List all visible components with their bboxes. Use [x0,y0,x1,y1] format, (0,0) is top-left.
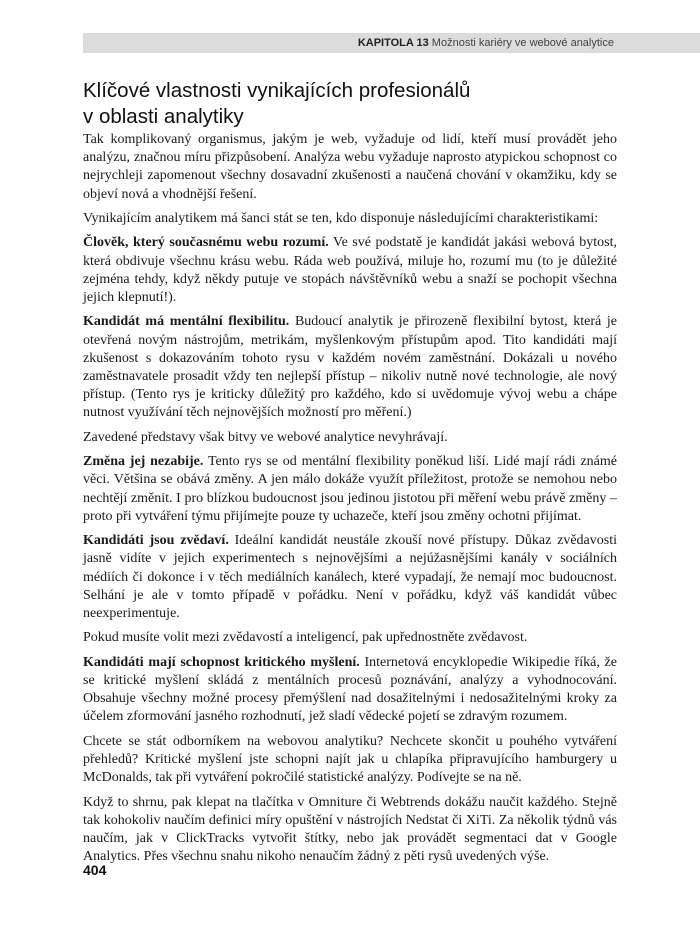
page-number: 404 [83,862,107,878]
paragraph-trait-change: Změna jej nezabije. Tento rys se od mentální flexibility poněkud liší. Lidé mají rádi známé věci. Většina se obává změny. A jen málo dokáže využít příležitost, protože se nemohou nebo nechtějí změnit. I pro blízkou budoucnost jsou jedinou jistotou při měření webu právě změny – proto při vytváření týmu přijímejte pouze ty uchazeče, kteří jsou změny ochotni přijímat. [83,454,617,524]
chapter-label: KAPITOLA 13 [357,37,429,49]
running-header [83,33,700,53]
paragraph-trait-curiosity: Kandidáti jsou zvědaví. Ideální kandidát neustále zkouší nové přístupy. Důkaz zvědavosti jasně vidíte v jejich experimentech s nejnovějšími a nejúžasnějšími kanály v sociálních médiích či dokonce i v těch mediálních kanálech, které vypadají, že nemají moc budoucnost. Selhání je ale v tomto případě v pořádku. Není v pořádku, když váš kandidát vůbec neexperimentuje. [83,533,617,621]
paragraph-note-ideas: Zavedené představy však bitvy ve webové analytice nevyhrávají. [83,429,448,445]
paragraph-trait-critical-thinking: Kandidáti mají schopnost kritického myšlení. Internetová encyklopedie Wikipedie říká, že se kritické myšlení skládá z mentálních procesů poznávání, analýzy a vyhodnocování. Obsahuje všechny možné procesy přemýšlení nad dosažitelnými i nedosažitelnými kroky za účelem zformování jasného rozhodnutí, jež sladí vědecké pojetí se zdravým rozumem. [83,654,617,725]
trait-heading: Změna jej nezabije. [83,454,204,470]
paragraph-trait-web: Člověk, který současnému webu rozumí. Ve své podstatě je kandidát jakási webová bytost, která obdivuje všechnu krásu webu. Ráda web používá, miluje ho, rozumí mu (to je důležité zejména tehdy, když někdy putuje ve stopách návštěvníků webu a snaží se pochopit všechna jejich klepnutí!). [83,235,617,305]
paragraph-trait-flexibility: Kandidát má mentální flexibilitu. Budoucí analytik je přirozeně flexibilní bytost, která je otevřená novým nástrojům, metrikám, myšlenkovým přístupům apod. Tito kandidáti mají zkušenost s dokazováním tohoto rysu v každém novém zaměstnání. Dokázali u nového zaměstnavatele prosadit vždy ten nejlepší přístup – nikoliv nutně nové technologie, ale nový přístup. (Tento rys je kriticky důležitý pro každého, kdo si uvědomuje vývoj webu a chápe nutnost využívání těch nejnovějších možností pro měření.) [83,314,617,421]
section-title-line-2: v oblasti analytiky [83,105,244,128]
trait-heading: Člověk, který současnému webu rozumí. [83,235,329,251]
chapter-title: Možnosti kariéry ve webové analytice [431,37,614,49]
paragraph-critical-thinking-note: Chcete se stát odborníkem na webovou analytiku? Nechcete skončit u pouhého vytváření přehledů? Kritické myšlení jste schopni najít jak u chlapíka připravujícího hamburgery u McDonalds, tak při vytváření pokročilé statistické analýzy. Podívejte se na ně. [83,733,617,786]
paragraph-intro: Tak komplikovaný organismus, jakým je web, vyžaduje od lidí, kteří musí provádět jeho analýzu, značnou míru přizpůsobení. Analýza webu vyžaduje naprosto atypickou schopnost co nejrychleji zapomenout všechny dosavadní zkušenosti a naučená chování v okamžiku, kdy se objeví nová a vhodnější řešení. [83,132,617,202]
paragraph-note-curiosity: Pokud musíte volit mezi zvědavostí a inteligencí, pak upřednostněte zvědavost. [83,630,528,646]
paragraph-summary: Když to shrnu, pak klepat na tlačítka v Omniture či Webtrends dokážu naučit každého. Stejně tak kohokoliv naučím definici míry opuštění v nástrojích Nedstat či XiTi. Za několik týdnů vás naučím, jak v ClickTracks vytvořit štítky, nebo jak provádět segmentaci dat v Google Analytics. Přes všechnu snahu nikoho nenaučím žádný z pěti rysů uvedených výše. [83,794,617,865]
trait-heading: Kandidát má mentální flexibilitu. [83,314,290,330]
paragraph-list-intro: Vynikajícím analytikem má šanci stát se ten, kdo disponuje následujícími charakteristikami: [83,211,599,226]
section-title-line-1: Klíčové vlastnosti vynikajících profesionálů [83,79,471,102]
section-title [83,78,623,130]
trait-heading: Kandidáti jsou zvědaví. [83,533,229,549]
trait-heading: Kandidáti mají schopnost kritického myšlení. [83,654,360,670]
body-text [83,131,617,873]
